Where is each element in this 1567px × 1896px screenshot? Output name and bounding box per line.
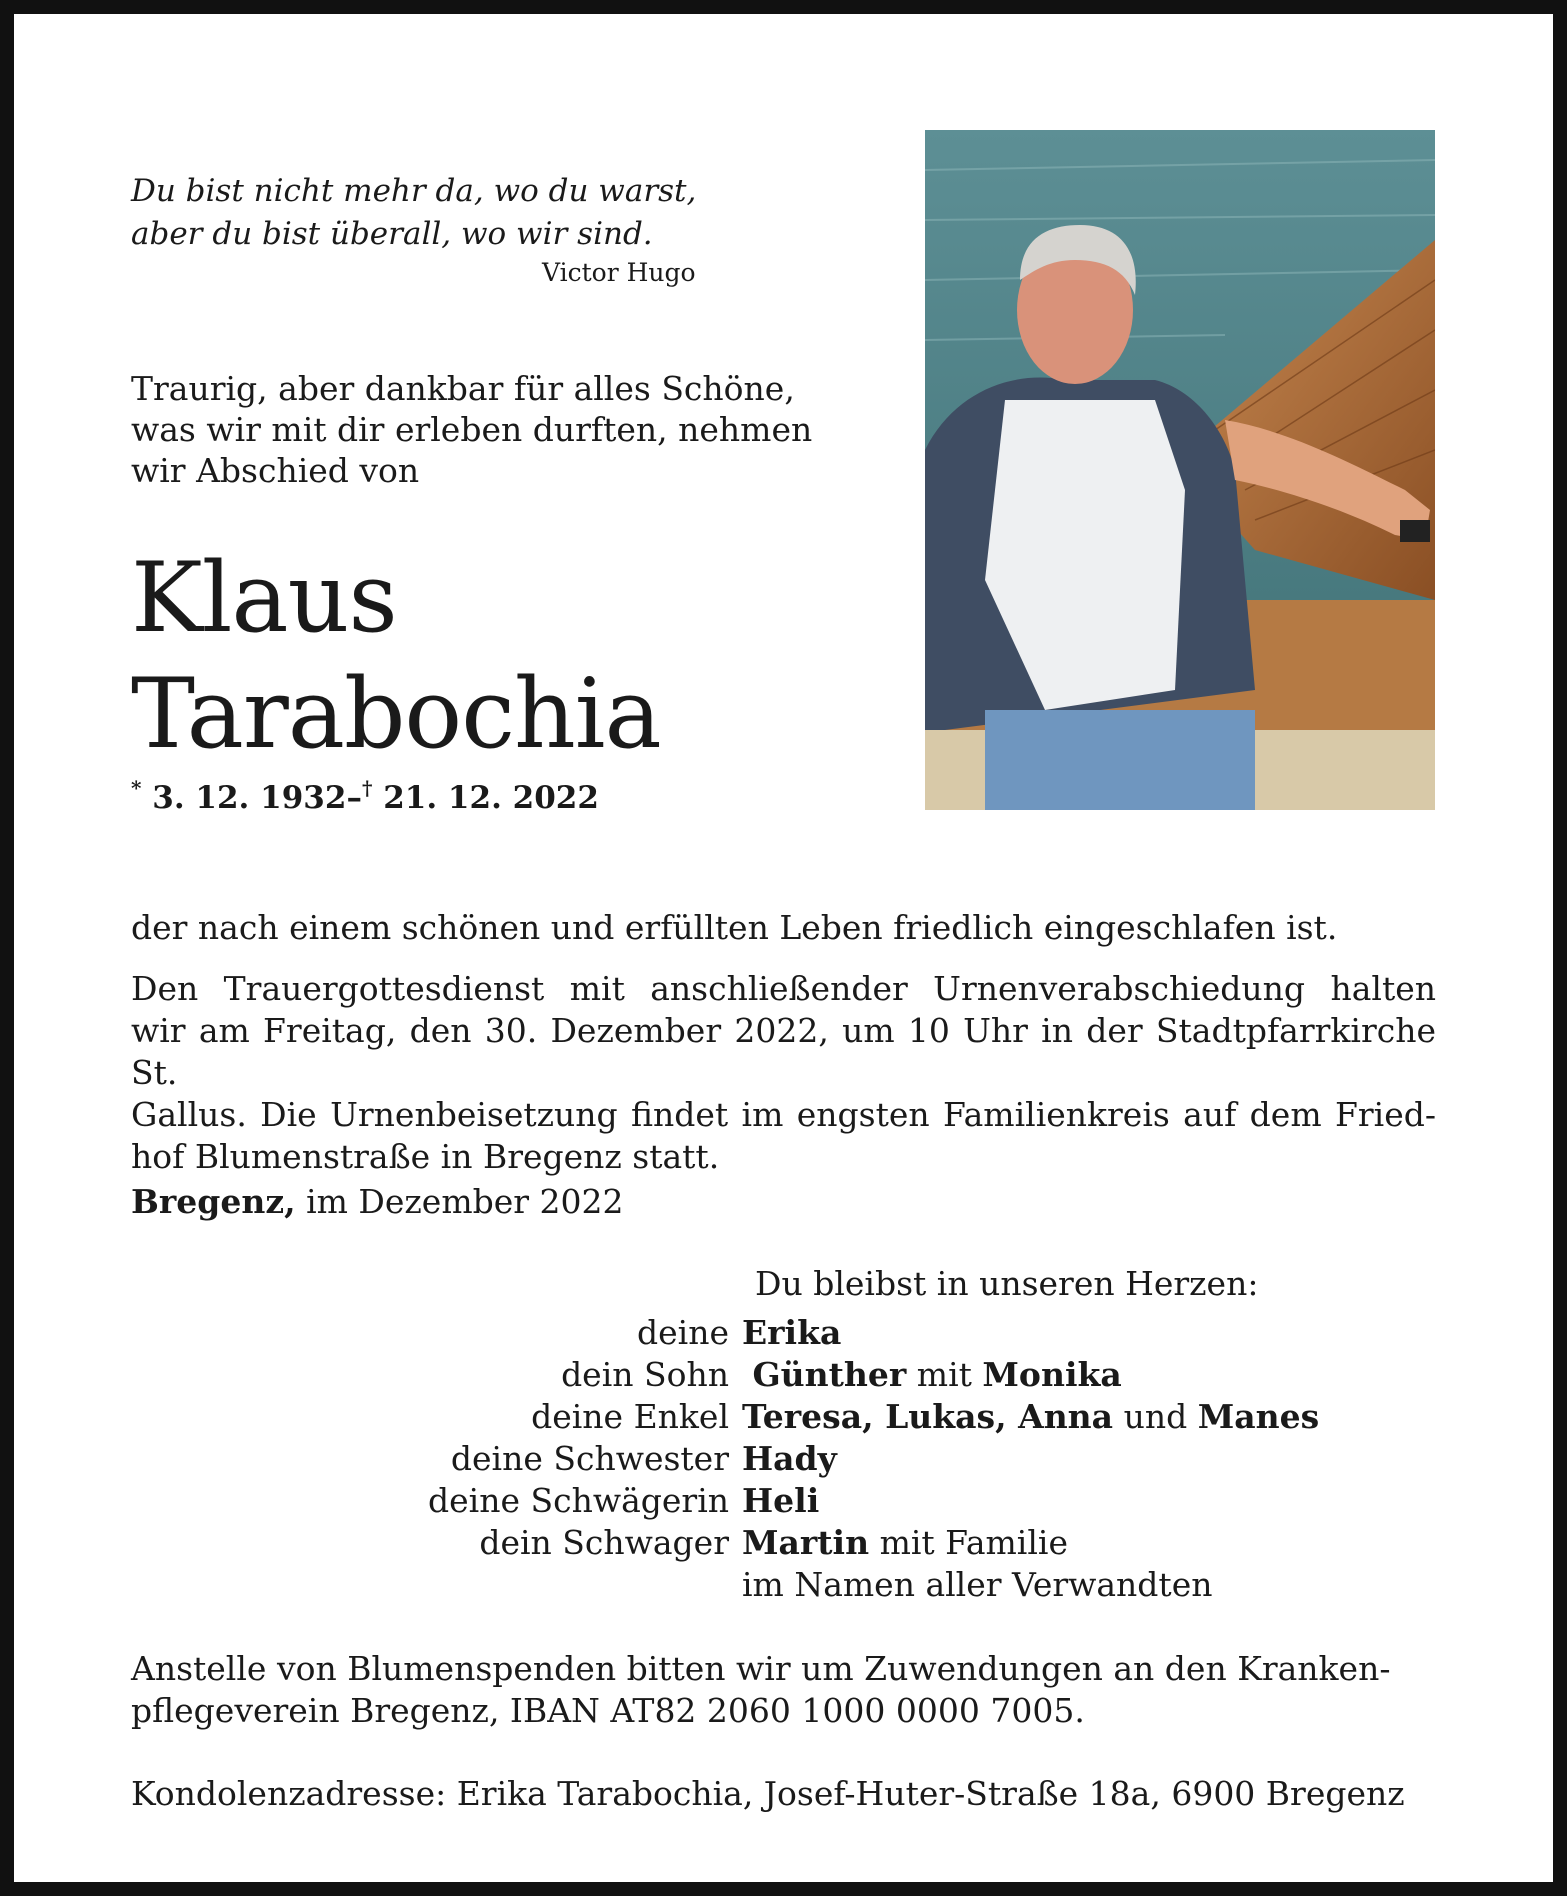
mourner-row	[300, 1355, 1400, 1397]
intro-line: wir Abschied von	[131, 451, 420, 490]
service-line: Gallus. Die Urnenbeisetzung findet im engsten Familienkreis auf dem Fried-	[131, 1095, 1436, 1134]
mourner-name: Manes	[1197, 1397, 1320, 1436]
service-line: wir am Freitag, den 30. Dezember 2022, um 10 Uhr in der Stadtpfarrkirche St.	[131, 1011, 1436, 1092]
last-name: Tarabochia	[131, 658, 661, 770]
mourner-row	[300, 1439, 1400, 1481]
donation-note	[131, 1648, 1390, 1732]
mourner-conjunction: mit	[916, 1355, 972, 1394]
mourner-row	[300, 1565, 1400, 1607]
birth-date: 3. 12. 1932	[152, 780, 347, 816]
quote-author: Victor Hugo	[542, 258, 696, 287]
mourner-relation: deine Enkel	[531, 1397, 729, 1436]
mourner-row	[300, 1523, 1400, 1565]
deceased-name	[131, 540, 661, 772]
date: im Dezember 2022	[306, 1182, 624, 1221]
mourner-name: Günther	[752, 1355, 907, 1394]
mourner-relation: deine Schwester	[450, 1439, 729, 1478]
service-line: hof Blumenstraße in Bregenz statt.	[131, 1137, 720, 1176]
mourner-row	[300, 1313, 1400, 1355]
mourner-relation: dein Sohn	[561, 1355, 729, 1394]
quote-line: Du bist nicht mehr da, wo du warst,	[131, 173, 697, 209]
mourner-name: Teresa, Lukas, Anna	[742, 1397, 1114, 1436]
mourner-relation: dein Schwager	[479, 1523, 729, 1562]
mourner-name: Hady	[742, 1439, 837, 1478]
mourner-relation: deine	[637, 1313, 729, 1352]
mourner-row	[300, 1481, 1400, 1523]
mourner-name: Martin	[742, 1523, 870, 1562]
first-name: Klaus	[131, 542, 397, 654]
portrait-photo-image	[925, 130, 1435, 810]
mourner-name: Erika	[742, 1313, 842, 1352]
mourners-heading: Du bleibst in unseren Herzen:	[755, 1264, 1259, 1303]
mourner-name: Monika	[982, 1355, 1122, 1394]
mourner-relation: deine Schwägerin	[428, 1481, 729, 1520]
birth-symbol: *	[131, 776, 142, 800]
mourners-closing: im Namen aller Verwandten	[742, 1565, 1213, 1604]
portrait-photo	[925, 130, 1435, 810]
mourners-list	[300, 1313, 1400, 1607]
date-separator: –	[346, 780, 362, 816]
mourner-row	[300, 1397, 1400, 1439]
donation-line: Anstelle von Blumenspenden bitten wir um Zuwendungen an den Kranken-	[131, 1649, 1391, 1688]
death-symbol: †	[361, 776, 373, 800]
donation-line: pflegeverein Bregenz, IBAN AT82 2060 1000 0000 7005.	[131, 1691, 1085, 1730]
mourner-suffix: mit Familie	[879, 1523, 1068, 1562]
paragraph-service	[131, 968, 1436, 1178]
intro-line: Traurig, aber dankbar für alles Schöne,	[131, 369, 795, 408]
place-date	[131, 1182, 624, 1221]
intro-text	[131, 368, 812, 491]
mourner-conjunction: und	[1123, 1397, 1188, 1436]
mourner-name: Heli	[742, 1481, 820, 1520]
death-date: 21. 12. 2022	[383, 780, 599, 816]
life-dates	[131, 776, 599, 816]
service-line: Den Trauergottesdienst mit anschließender Urnenverabschiedung halten	[131, 969, 1436, 1008]
quote	[131, 170, 696, 256]
quote-line: aber du bist überall, wo wir sind.	[131, 216, 653, 252]
place: Bregenz,	[131, 1182, 296, 1221]
intro-line: was wir mit dir erleben durften, nehmen	[131, 410, 813, 449]
condolence-address: Kondolenzadresse: Erika Tarabochia, Josef-Huter-Straße 18a, 6900 Bregenz	[131, 1774, 1405, 1813]
paragraph-passing: der nach einem schönen und erfüllten Leben friedlich eingeschlafen ist.	[131, 908, 1338, 947]
